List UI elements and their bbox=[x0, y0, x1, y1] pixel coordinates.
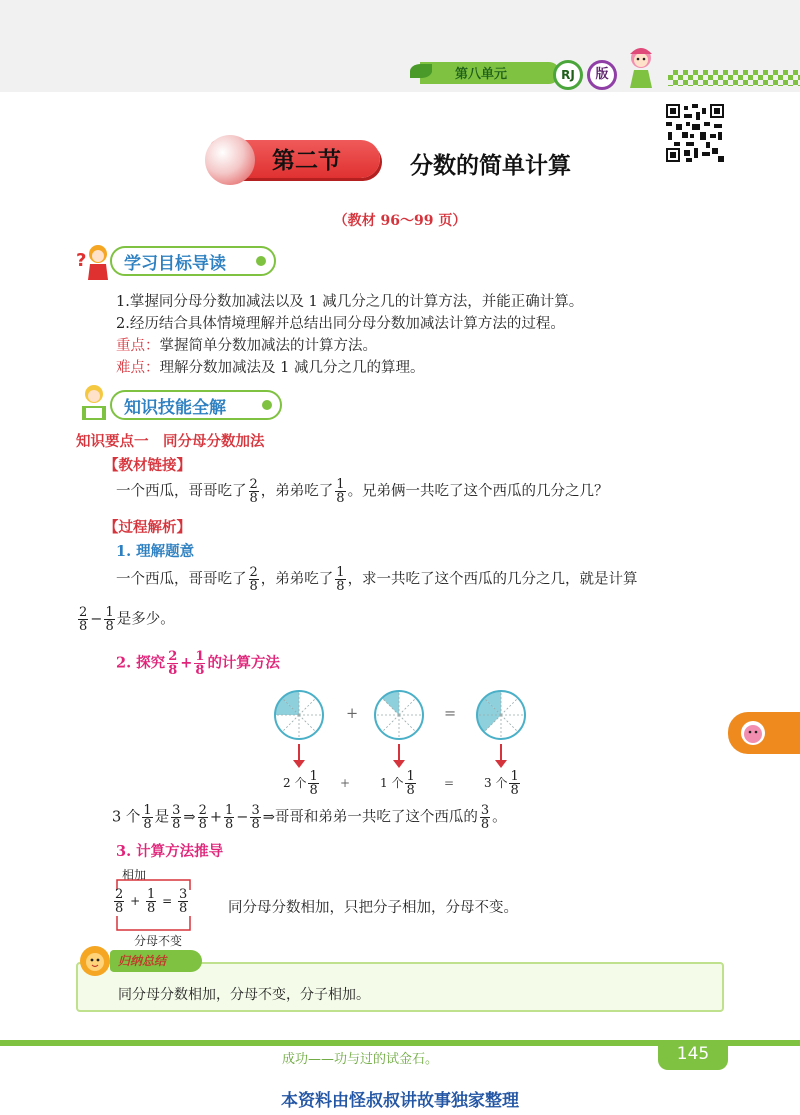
summary-tag-label: 归纳总结 bbox=[118, 954, 167, 968]
lion-mascot-icon bbox=[78, 944, 112, 978]
circle-3-eighths bbox=[474, 688, 528, 742]
add-label: 相加 bbox=[122, 868, 147, 882]
kid-reading-icon bbox=[76, 382, 112, 424]
addition-rule: 同分母分数相加，只把分子相加，分母不变。 bbox=[228, 900, 518, 916]
fraction-2-8: $\frac{2}{8}$ bbox=[249, 565, 258, 594]
denominator-label: 分母不变 bbox=[134, 934, 183, 948]
summary-text: 同分母分数相加，分母不变，分子相加。 bbox=[118, 987, 370, 1003]
edition-badge: 版 bbox=[587, 60, 617, 90]
arrow-head-icon bbox=[495, 760, 507, 768]
problem-text-c: 。兄弟俩一共吃了这个西瓜的几分之几？ bbox=[347, 483, 609, 500]
arrow-head-icon bbox=[393, 760, 405, 768]
footer-motto: 成功——功与过的试金石。 bbox=[282, 1052, 439, 1067]
checker-pattern bbox=[668, 70, 800, 86]
difficulty-point bbox=[116, 356, 424, 377]
problem-text-b: ，弟弟吃了 bbox=[260, 483, 334, 500]
equals-sign: = bbox=[444, 706, 457, 722]
fraction-1-8: $\frac{1}{8}$ bbox=[336, 565, 345, 594]
problem-text-a: 一个西瓜，哥哥吃了 bbox=[116, 483, 247, 500]
svg-text:?: ? bbox=[76, 250, 87, 271]
objective-2: 2.经历结合具体情境理解并总结出同分母分数加减法计算方法的过程。 bbox=[116, 316, 565, 332]
circle-2-eighths bbox=[272, 688, 326, 742]
knowledge-point-title: 知识要点一 同分母分数加法 bbox=[76, 433, 265, 450]
fraction-1-8: $\frac{1}{8}$ bbox=[105, 605, 114, 634]
key-point-text: 掌握简单分数加减法的计算方法。 bbox=[159, 338, 377, 354]
unit-label: 第八单元 bbox=[455, 67, 508, 82]
step-1-text-cont: $\frac{2}{8}$ − $\frac{1}{8}$ 是多少。 bbox=[79, 605, 175, 634]
circle-1-eighth bbox=[372, 688, 426, 742]
step-3-title: 3. 计算方法推导 bbox=[116, 843, 224, 860]
fraction-2-8: $\frac{2}{8}$ bbox=[79, 605, 88, 634]
count-2-eighths: 2 个 $\frac{1}{8}$ bbox=[283, 769, 318, 798]
fairy-mascot-icon bbox=[620, 44, 662, 92]
step-2-title: 2. 探究 $\frac{2}{8}$ + $\frac{1}{8}$ 的计算方法 bbox=[116, 649, 280, 678]
textbook-link-title: 【教材链接】 bbox=[104, 457, 191, 474]
knowledge-heading: 知识技能全解 bbox=[124, 398, 226, 418]
plus-sign: + bbox=[340, 776, 351, 790]
fraction-1-8: $\frac{1}{8}$ bbox=[195, 649, 205, 678]
plus-sign: + bbox=[346, 706, 359, 722]
kid-question-icon bbox=[76, 240, 112, 282]
footer-credit: 本资料由怪叔叔讲故事独家整理 bbox=[281, 1091, 519, 1111]
result-line: 3 个 $\frac{1}{8}$ 是 $\frac{3}{8}$ ⇒ $\frac{2}{8}$ + $\frac{1}{8}$ − $\frac{3}{8}$ ⇒哥哥和弟弟一共吃了这个西瓜的 $\frac{3}{8}$ 。 bbox=[112, 803, 507, 832]
arrow-head-icon bbox=[293, 760, 305, 768]
difficulty-text: 理解分数加减法及 1 减几分之几的算理。 bbox=[159, 360, 425, 376]
fraction-2-8: $\frac{2}{8}$ bbox=[249, 477, 258, 506]
key-point bbox=[116, 334, 377, 355]
objective-1: 1.掌握同分母分数加减法以及 1 减几分之几的计算方法，并能正确计算。 bbox=[116, 294, 584, 310]
problem-statement bbox=[116, 478, 609, 505]
rj-badge: RJ bbox=[553, 60, 583, 90]
count-1-eighth: 1 个 $\frac{1}{8}$ bbox=[380, 769, 415, 798]
fraction-2-8: $\frac{2}{8}$ bbox=[168, 649, 178, 678]
derivation-equation: $\frac{2}{8}$ + $\frac{1}{8}$ = $\frac{3}{8}$ bbox=[115, 887, 188, 916]
equals-sign: = bbox=[444, 776, 455, 790]
page-number: 145 bbox=[676, 1044, 710, 1064]
leaf-icon bbox=[410, 64, 432, 78]
pearl-decoration bbox=[205, 135, 255, 185]
section-label: 第二节 bbox=[272, 147, 341, 174]
objectives-heading: 学习目标导读 bbox=[124, 254, 226, 274]
pill-dot bbox=[262, 400, 272, 410]
count-3-eighths: 3 个 $\frac{1}{8}$ bbox=[484, 769, 519, 798]
qr-code-icon[interactable] bbox=[666, 104, 724, 162]
key-point-label: 重点： bbox=[116, 338, 160, 354]
process-title: 【过程解析】 bbox=[104, 519, 191, 536]
pill-dot bbox=[256, 256, 266, 266]
step-1-title: 1. 理解题意 bbox=[116, 543, 195, 560]
mascot-face-icon bbox=[738, 718, 768, 748]
textbook-ref: （教材 96～99 页） bbox=[333, 213, 467, 229]
fraction-1-8: $\frac{1}{8}$ bbox=[336, 477, 345, 506]
section-title: 分数的简单计算 bbox=[410, 152, 571, 179]
difficulty-label: 难点： bbox=[116, 360, 160, 376]
step-1-text: 一个西瓜，哥哥吃了 $\frac{2}{8}$ ，弟弟吃了 $\frac{1}{8}$ ，求一共吃了这个西瓜的几分之几，就是计算 bbox=[116, 565, 638, 594]
